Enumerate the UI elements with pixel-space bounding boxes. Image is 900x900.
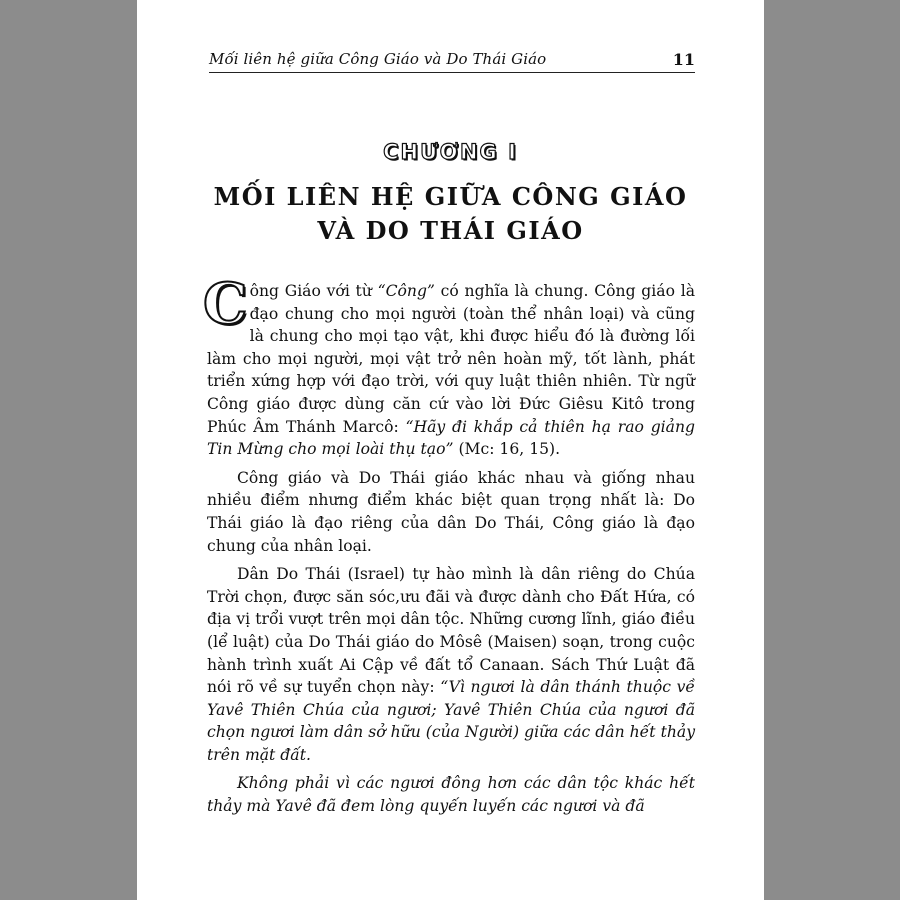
chapter-title [137, 180, 764, 248]
paragraph-4: Không phải vì các ngươi đông hơn các dân tộc khác hết thảy mà Yavê đã đem lòng quyến luyến các ngươi và đã [207, 774, 695, 816]
drop-cap: C [203, 271, 248, 337]
paragraph-1-text-a: ông Giáo với từ [249, 282, 378, 300]
paragraph-1-reference: (Mc: 16, 15). [453, 440, 561, 459]
body-text [203, 271, 696, 824]
chapter-label: CHƯƠNG I [383, 140, 518, 164]
chapter-title-line-2: VÀ DO THÁI GIÁO [317, 216, 584, 245]
paragraph-1-scripture-quote: “Hãy đi khắp cả thiên hạ rao giảng Tin Mừng cho mọi loài thụ tạo” [207, 417, 695, 459]
paragraph-1-quoted-word: “Công” [377, 282, 435, 300]
paragraph-1 [203, 271, 695, 461]
book-page [137, 0, 764, 900]
paragraph-3-scripture-quote: “Vì ngươi là dân thánh thuộc về Yavê Thiên Chúa của ngươi; Yavê Thiên Chúa của ngươi đã chọn ngươi làm dân sở hữu (của Người) giữa các dân hết thảy trên mặt đất. [207, 678, 696, 764]
running-header [209, 42, 695, 73]
running-title: Mối liên hệ giữa Công Giáo và Do Thái Giáo [209, 50, 547, 68]
paragraph-2: Công giáo và Do Thái giáo khác nhau và giống nhau nhiều điểm nhưng điểm khác biệt quan trọng nhất là: Do Thái giáo là đạo riêng của dân Do Thái, Công giáo là đạo chung của nhân loại. [207, 468, 695, 555]
paragraph-3 [207, 563, 695, 766]
chapter-title-line-1: MỐI LIÊN HỆ GIỮA CÔNG GIÁO [213, 182, 688, 211]
paragraph-1-text-b: có nghĩa là chung. Công giáo là đạo chung cho mọi người (toàn thể nhân loại) và cũng là chung cho mọi tạo vật, khi được hiểu đó là đường lối làm cho mọi người, mọi vật trở nên hoàn mỹ, tốt lành, phát triển xứng hợp với đạo trời, với quy luật thiên nhiên. Từ ngữ Công giáo được dùng căn cứ vào lời Đức Giêsu Kitô trong Phúc Âm Thánh Marcô: [207, 282, 695, 436]
page-number: 11 [672, 50, 695, 69]
paragraph-3-text: Dân Do Thái (Israel) tự hào mình là dân riêng do Chúa Trời chọn, được săn sóc,ưu đãi và được dành cho Đất Hứa, có địa vị trổi vượt trên mọi dân tộc. Những cương lĩnh, giáo điều (lể luật) của Do Thái giáo do Môsê (Maisen) soạn, trong cuộc hành trình xuất Ai Cập về đất tổ Canaan. Sách Thứ Luật đã nói rõ về sự tuyển chọn này: [207, 565, 695, 697]
